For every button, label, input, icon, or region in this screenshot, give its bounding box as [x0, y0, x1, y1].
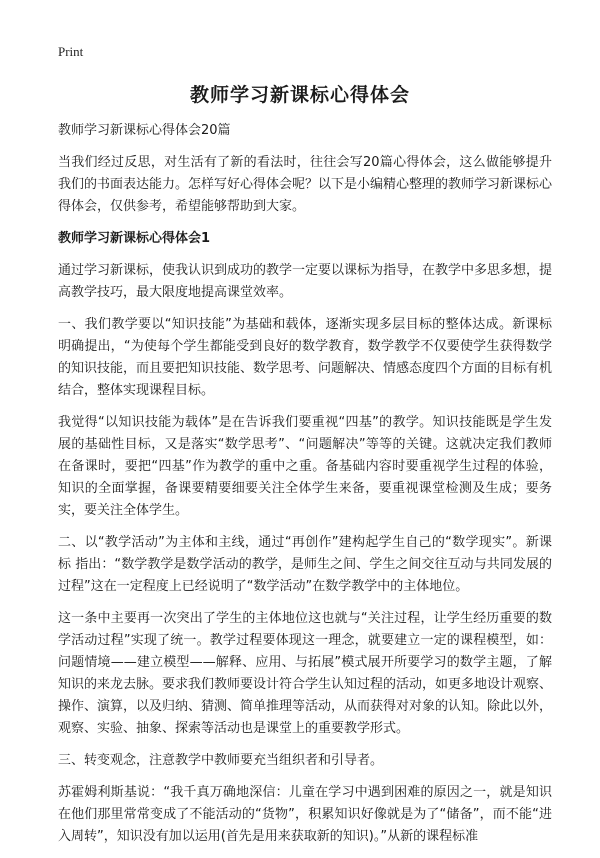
- document-body: [58, 120, 552, 858]
- body-paragraph: 二、以“教学活动”为主体和主线，通过“再创作”建构起学生自己的“数学现实”。新课标 指出：“数学教学是数学活动的教学，是师生之间、学生之间交往互动与共同发展的过程”这在一定程度上已经说明了“数学活动”在数学教学中的主体地位。: [58, 535, 552, 594]
- body-paragraph: 一、我们教学要以“知识技能”为基础和载体，逐渐实现多层目标的整体达成。新课标明确提出，“为使每个学生都能受到良好的数学教育，数学教学不仅要使学生获得数学的知识技能，而且要把知识技能、数学思考、问题解决、情感态度四个方面的目标有机结合，整体实现课程目标。: [58, 317, 553, 398]
- body-paragraph: 这一条中主要再一次突出了学生的主体地位这也就与“关注过程，让学生经历重要的数学活动过程”实现了统一。教学过程要体现这一理念，就要建立一定的课程模型，如：问题情境——建立模型——解释、应用、与拓展”模式展开所要学习的数学主题，了解知识的来龙去脉。要求我们教师要设计符合学生认知过程的活动，如更多地设计观察、操作、演算，以及归纳、猜测、简单推理等活动，从而获得对对象的认知。除此以外，观察、实验、抽象、探索等活动也是课堂上的重要教学形式。: [58, 611, 553, 736]
- body-paragraph: 苏霍姆利斯基说：“我千真万确地深信：儿童在学习中遇到困难的原因之一，就是知识在他们那里常常变成了不能活动的“货物”，积累知识好像就是为了“储备”，而不能“进入周转”，知识没有加以运用(首先是用来获取新的知识)。”从新的课程标准: [58, 785, 552, 844]
- page-title: 教师学习新课标心得体会: [189, 84, 410, 106]
- body-paragraph: 我觉得“以知识技能为载体”是在告诉我们要重视“四基”的教学。知识技能既是学生发展的基础性目标，又是落实“数学思考”、“问题解决”等等的关键。这就决定我们教师在备课时，要把“四基”作为教学的重中之重。备基础内容时要重视学生过程的体验，知识的全面掌握，备课要精要细要关注全体学生来备，要重视课堂检测及生成；要务实，要关注全体学生。: [58, 415, 552, 518]
- print-label: Print: [58, 44, 84, 59]
- body-paragraph: 三、转变观念，注意教学中教师要充当组织者和引导者。: [58, 753, 384, 768]
- document-subtitle: 教师学习新课标心得体会20篇: [58, 123, 231, 138]
- section-heading: 教师学习新课标心得体会1: [58, 231, 211, 246]
- intro-paragraph: 当我们经过反思，对生活有了新的看法时，往往会写20篇心得体会，这么做能够提升我们的书面表达能力。怎样写好心得体会呢？以下是小编精心整理的教师学习新课标心得体会，仅供参考，希望能够帮助到大家。: [58, 155, 553, 214]
- body-paragraph: 通过学习新课标，使我认识到成功的教学一定要以课标为指导，在教学中多思多想，提高教学技巧，最大限度地提高课堂效率。: [58, 263, 553, 300]
